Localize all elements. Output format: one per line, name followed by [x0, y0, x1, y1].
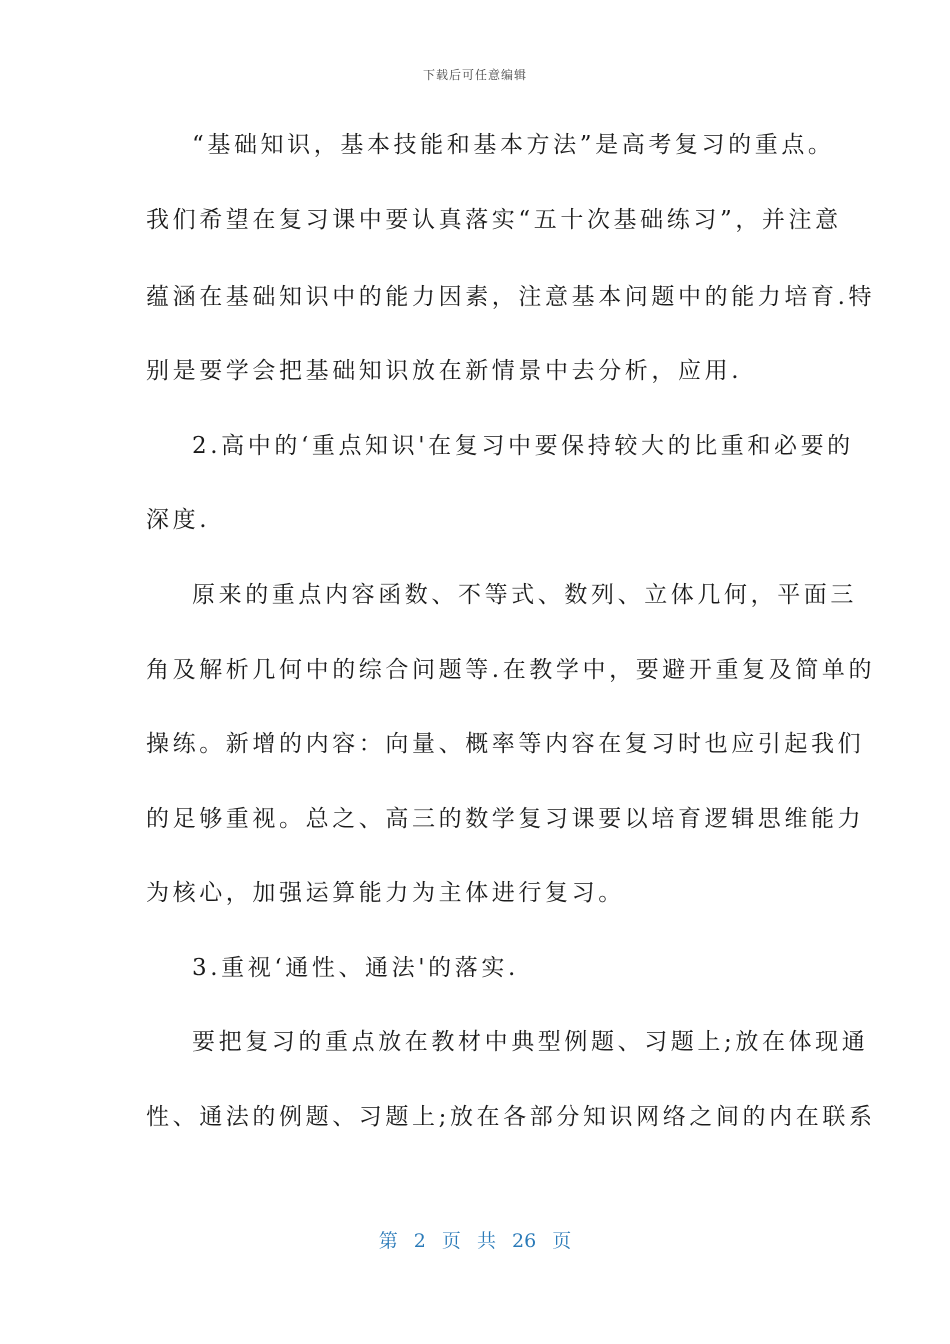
paragraph-line: 蕴涵在基础知识中的能力因素，注意基本问题中的能力培育.特: [146, 284, 876, 310]
paragraph-line: 的足够重视。总之、高三的数学复习课要以培育逻辑思维能力: [146, 806, 865, 832]
paragraph-line: 原来的重点内容函数、不等式、数列、立体几何，平面三: [192, 582, 857, 608]
paragraph-line: 要把复习的重点放在教材中典型例题、习题上;放在体现通: [192, 1029, 869, 1055]
paragraph-line: 性、通法的例题、习题上;放在各部分知识网络之间的内在联系: [146, 1104, 876, 1130]
page-header: 下载后可任意编辑: [422, 68, 527, 82]
paragraph-line: 2.高中的‘重点知识'在复习中要保持较大的比重和必要的: [192, 433, 854, 459]
paragraph-line: 操练。新增的内容：向量、概率等内容在复习时也应引起我们: [146, 731, 865, 757]
page-number-footer: 第 2 页 共 26 页: [378, 1230, 572, 1252]
paragraph-line: 别是要学会把基础知识放在新情景中去分析，应用.: [146, 358, 743, 384]
paragraph-line: 深度.: [146, 507, 211, 533]
paragraph-line: 3.重视‘通性、通法'的落实.: [192, 955, 519, 981]
paragraph-line: 角及解析几何中的综合问题等.在教学中，要避开重复及简单的: [146, 657, 876, 683]
paragraph-line: “基础知识，基本技能和基本方法”是高考复习的重点。: [192, 132, 835, 158]
paragraph-line: 为核心，加强运算能力为主体进行复习。: [146, 880, 625, 906]
paragraph-line: 我们希望在复习课中要认真落实“五十次基础练习”，并注意: [146, 207, 842, 233]
